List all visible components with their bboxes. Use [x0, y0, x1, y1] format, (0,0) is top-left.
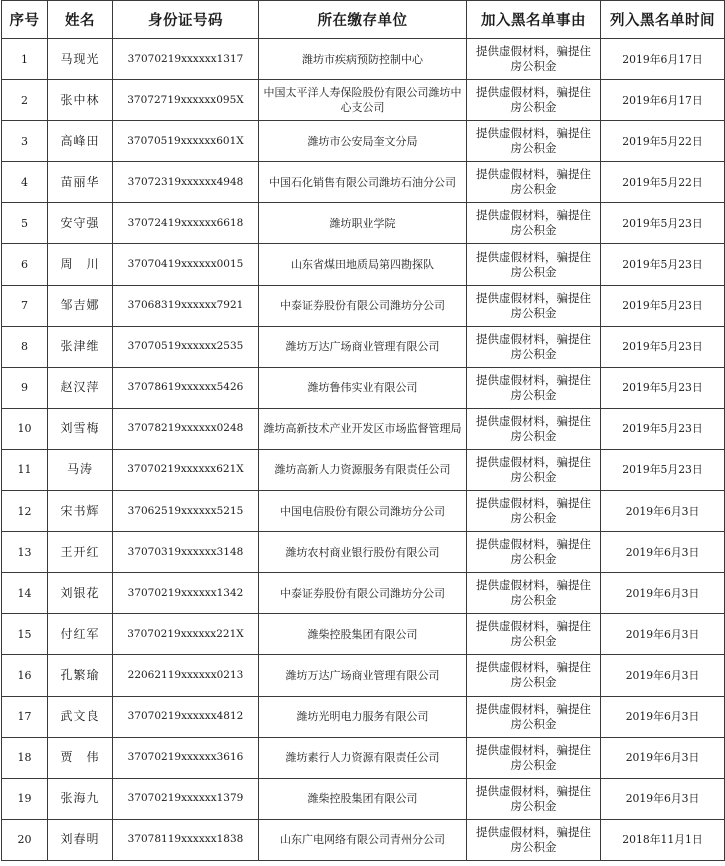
cell-employer: 潍坊万达广场商业管理有限公司	[259, 326, 467, 367]
cell-index: 20	[2, 819, 48, 860]
cell-name: 贾 伟	[48, 737, 113, 778]
table-row	[2, 408, 725, 449]
table-row	[2, 737, 725, 778]
cell-id-number: 37072319xxxxxx4948	[113, 162, 259, 203]
cell-index: 1	[2, 39, 48, 80]
cell-id-number: 37070519xxxxxx2535	[113, 326, 259, 367]
cell-date: 2019年5月23日	[601, 244, 725, 285]
cell-date: 2019年6月3日	[601, 532, 725, 573]
cell-id-number: 37078119xxxxxx1838	[113, 819, 259, 860]
table-row	[2, 80, 725, 121]
cell-id-number: 37078619xxxxxx5426	[113, 367, 259, 408]
header-row	[2, 1, 725, 39]
cell-id-number: 37070219xxxxxx621X	[113, 449, 259, 490]
cell-date: 2019年6月3日	[601, 737, 725, 778]
cell-reason: 提供虚假材料，骗提住房公积金	[467, 655, 601, 696]
cell-index: 19	[2, 778, 48, 819]
header-date: 列入黑名单时间	[601, 1, 725, 39]
cell-index: 10	[2, 408, 48, 449]
table-row	[2, 778, 725, 819]
cell-index: 12	[2, 491, 48, 532]
cell-employer: 潍坊光明电力服务有限公司	[259, 696, 467, 737]
cell-id-number: 37072419xxxxxx6618	[113, 203, 259, 244]
cell-employer: 中泰证券股份有限公司潍坊分公司	[259, 573, 467, 614]
cell-id-number: 37070219xxxxxx3616	[113, 737, 259, 778]
cell-index: 8	[2, 326, 48, 367]
cell-index: 2	[2, 80, 48, 121]
cell-reason: 提供虚假材料，骗提住房公积金	[467, 573, 601, 614]
table-row	[2, 203, 725, 244]
cell-reason: 提供虚假材料，骗提住房公积金	[467, 532, 601, 573]
cell-employer: 潍坊市疾病预防控制中心	[259, 39, 467, 80]
cell-id-number: 22062119xxxxxx0213	[113, 655, 259, 696]
header-reason: 加入黑名单事由	[467, 1, 601, 39]
cell-employer: 潍柴控股集团有限公司	[259, 614, 467, 655]
cell-index: 3	[2, 121, 48, 162]
cell-name: 马涛	[48, 449, 113, 490]
cell-index: 17	[2, 696, 48, 737]
cell-id-number: 37072719xxxxxx095X	[113, 80, 259, 121]
cell-reason: 提供虚假材料，骗提住房公积金	[467, 285, 601, 326]
cell-index: 7	[2, 285, 48, 326]
header-employer: 所在缴存单位	[259, 1, 467, 39]
cell-reason: 提供虚假材料，骗提住房公积金	[467, 737, 601, 778]
table-row	[2, 326, 725, 367]
cell-date: 2019年5月23日	[601, 449, 725, 490]
cell-employer: 中国太平洋人寿保险股份有限公司潍坊中心支公司	[259, 80, 467, 121]
cell-index: 9	[2, 367, 48, 408]
cell-name: 安守强	[48, 203, 113, 244]
cell-date: 2019年6月17日	[601, 39, 725, 80]
cell-name: 高峰田	[48, 121, 113, 162]
cell-name: 苗丽华	[48, 162, 113, 203]
cell-index: 13	[2, 532, 48, 573]
table-row	[2, 819, 725, 860]
table-body	[2, 39, 725, 861]
cell-name: 宋书辉	[48, 491, 113, 532]
cell-date: 2019年6月3日	[601, 778, 725, 819]
table-row	[2, 449, 725, 490]
cell-id-number: 37070519xxxxxx601X	[113, 121, 259, 162]
cell-id-number: 37068319xxxxxx7921	[113, 285, 259, 326]
cell-employer: 潍坊万达广场商业管理有限公司	[259, 655, 467, 696]
cell-name: 马现光	[48, 39, 113, 80]
cell-date: 2019年5月22日	[601, 121, 725, 162]
table-row	[2, 655, 725, 696]
cell-date: 2019年6月17日	[601, 80, 725, 121]
cell-date: 2019年6月3日	[601, 655, 725, 696]
cell-index: 4	[2, 162, 48, 203]
table-row	[2, 696, 725, 737]
cell-id-number: 37070319xxxxxx3148	[113, 532, 259, 573]
table-row	[2, 39, 725, 80]
cell-reason: 提供虚假材料，骗提住房公积金	[467, 819, 601, 860]
table-row	[2, 244, 725, 285]
cell-date: 2019年5月23日	[601, 203, 725, 244]
cell-employer: 潍坊高新技术产业开发区市场监督管理局	[259, 408, 467, 449]
cell-date: 2019年5月23日	[601, 326, 725, 367]
cell-name: 武文良	[48, 696, 113, 737]
cell-employer: 潍坊职业学院	[259, 203, 467, 244]
cell-name: 王开红	[48, 532, 113, 573]
cell-name: 孔繁瑜	[48, 655, 113, 696]
cell-reason: 提供虚假材料，骗提住房公积金	[467, 326, 601, 367]
cell-index: 18	[2, 737, 48, 778]
cell-date: 2019年5月23日	[601, 285, 725, 326]
cell-date: 2019年6月3日	[601, 614, 725, 655]
cell-reason: 提供虚假材料，骗提住房公积金	[467, 696, 601, 737]
cell-index: 6	[2, 244, 48, 285]
cell-reason: 提供虚假材料，骗提住房公积金	[467, 367, 601, 408]
header-index: 序号	[2, 1, 48, 39]
cell-id-number: 37070219xxxxxx1342	[113, 573, 259, 614]
header-id-number: 身份证号码	[113, 1, 259, 39]
cell-employer: 山东省煤田地质局第四勘探队	[259, 244, 467, 285]
cell-name: 刘雪梅	[48, 408, 113, 449]
table-row	[2, 573, 725, 614]
cell-name: 刘春明	[48, 819, 113, 860]
table-row	[2, 491, 725, 532]
cell-reason: 提供虚假材料，骗提住房公积金	[467, 203, 601, 244]
table-row	[2, 162, 725, 203]
cell-name: 邹吉娜	[48, 285, 113, 326]
cell-reason: 提供虚假材料，骗提住房公积金	[467, 244, 601, 285]
cell-reason: 提供虚假材料，骗提住房公积金	[467, 778, 601, 819]
cell-reason: 提供虚假材料，骗提住房公积金	[467, 39, 601, 80]
cell-employer: 中国电信股份有限公司潍坊分公司	[259, 491, 467, 532]
cell-name: 付红军	[48, 614, 113, 655]
table-row	[2, 367, 725, 408]
cell-id-number: 37070219xxxxxx1317	[113, 39, 259, 80]
cell-index: 5	[2, 203, 48, 244]
cell-index: 16	[2, 655, 48, 696]
table-row	[2, 285, 725, 326]
cell-id-number: 37078219xxxxxx0248	[113, 408, 259, 449]
cell-id-number: 37062519xxxxxx5215	[113, 491, 259, 532]
cell-reason: 提供虚假材料，骗提住房公积金	[467, 162, 601, 203]
cell-name: 张海九	[48, 778, 113, 819]
cell-reason: 提供虚假材料，骗提住房公积金	[467, 408, 601, 449]
cell-date: 2018年11月1日	[601, 819, 725, 860]
cell-id-number: 37070219xxxxxx221X	[113, 614, 259, 655]
cell-employer: 山东广电网络有限公司青州分公司	[259, 819, 467, 860]
cell-employer: 潍坊素行人力资源有限责任公司	[259, 737, 467, 778]
cell-employer: 中泰证券股份有限公司潍坊分公司	[259, 285, 467, 326]
table-row	[2, 532, 725, 573]
table-row	[2, 121, 725, 162]
cell-reason: 提供虚假材料，骗提住房公积金	[467, 491, 601, 532]
cell-employer: 潍坊鲁伟实业有限公司	[259, 367, 467, 408]
header-name: 姓名	[48, 1, 113, 39]
cell-reason: 提供虚假材料，骗提住房公积金	[467, 449, 601, 490]
cell-reason: 提供虚假材料，骗提住房公积金	[467, 614, 601, 655]
cell-id-number: 37070219xxxxxx1379	[113, 778, 259, 819]
cell-index: 11	[2, 449, 48, 490]
cell-name: 张中林	[48, 80, 113, 121]
cell-id-number: 37070419xxxxxx0015	[113, 244, 259, 285]
cell-date: 2019年5月23日	[601, 367, 725, 408]
cell-date: 2019年5月22日	[601, 162, 725, 203]
cell-name: 周 川	[48, 244, 113, 285]
cell-date: 2019年6月3日	[601, 573, 725, 614]
cell-employer: 潍坊高新人力资源服务有限责任公司	[259, 449, 467, 490]
cell-index: 15	[2, 614, 48, 655]
cell-date: 2019年5月23日	[601, 408, 725, 449]
blacklist-table	[1, 0, 725, 861]
cell-date: 2019年6月3日	[601, 491, 725, 532]
cell-name: 刘银花	[48, 573, 113, 614]
cell-id-number: 37070219xxxxxx4812	[113, 696, 259, 737]
cell-employer: 潍柴控股集团有限公司	[259, 778, 467, 819]
cell-date: 2019年6月3日	[601, 696, 725, 737]
cell-reason: 提供虚假材料，骗提住房公积金	[467, 121, 601, 162]
cell-name: 张津维	[48, 326, 113, 367]
cell-reason: 提供虚假材料，骗提住房公积金	[467, 80, 601, 121]
cell-index: 14	[2, 573, 48, 614]
cell-name: 赵汉萍	[48, 367, 113, 408]
cell-employer: 潍坊市公安局奎文分局	[259, 121, 467, 162]
cell-employer: 潍坊农村商业银行股份有限公司	[259, 532, 467, 573]
cell-employer: 中国石化销售有限公司潍坊石油分公司	[259, 162, 467, 203]
table-row	[2, 614, 725, 655]
